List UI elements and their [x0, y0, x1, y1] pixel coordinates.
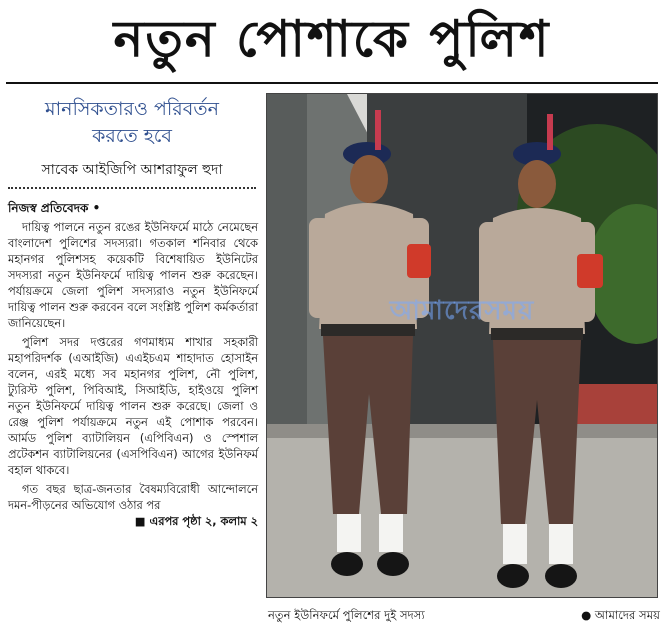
article-paragraph-3 — [8, 481, 258, 528]
article-paragraph-1: দায়িত্ব পালনে নতুন রঙের ইউনিফর্মে মাঠে নেমেছেন বাংলাদেশ পুলিশের সদস্যরা। গতকাল শনিবার থেকে মহানগর পুলিশসহ কয়েকটি বিশেষায়িত ইউনিটের সদস্যরা নতুন ইউনিফর্মে দায়িত্ব পালন শুরু করেছেন। পর্যায়ক্রমে জেলা পুলিশ সদস্যরাও নতুন ইউনিফর্মে দায়িত্ব পালন শুরু করবেন বলে সংশ্লিষ্ট পুলিশ কর্মকর্তারা জানিয়েছেন। — [8, 220, 258, 330]
headline-rule — [6, 82, 658, 84]
article-paragraph-3-text: গত বছর ছাত্র-জনতার বৈষম্যবিরোধী আন্দোলনে দমন-পীড়নের অভিযোগ ওঠার পর — [8, 482, 258, 512]
sub-headline — [8, 96, 256, 150]
sub-headline-line-1: মানসিকতারও পরিবর্তন — [45, 98, 219, 120]
photo-caption: নতুন ইউনিফর্মে পুলিশের দুই সদস্য — [268, 608, 425, 622]
photo-credit: ● আমাদের সময় — [581, 608, 660, 622]
article-body — [8, 200, 258, 529]
byline: সাবেক আইজিপি আশরাফুল হুদা — [41, 162, 223, 178]
watermark: আমাদেরসময় — [389, 296, 535, 326]
reporter-credit: নিজস্ব প্রতিবেদক • — [8, 201, 101, 215]
headline: নতুন পোশাকে পুলিশ — [113, 10, 551, 68]
article-paragraph-2: পুলিশ সদর দপ্তরের গণমাধ্যম শাখার সহকারী মহাপরিদর্শক (এআইজি) এএইচএম শাহাদাত হোসাইন বলেন, এরই মধ্যে সব মহানগর পুলিশ, নৌ পুলিশ, ট্যুরিস্ট পুলিশ, পিবিআই, সিআইডি, হাইওয়ে পুলিশ নতুন ইউনিফর্মে দায়িত্ব পালন শুরু করেছে। জেলা ও রেঞ্জ পুলিশ পর্যায়ক্রমে নতুন এই পোশাক পরবেন। আর্মড পুলিশ ব্যাটালিয়ন (এপিবিএন) ও স্পেশাল প্রটেকশন ব্যাটালিয়নের (এসপিবিএন) আগের ইউনিফর্ম বহাল থাকবে। — [8, 335, 258, 477]
sub-headline-line-2: করতে হবে — [92, 125, 172, 147]
police-officers-illustration — [267, 94, 657, 597]
dotted-divider — [8, 187, 256, 189]
news-photo — [266, 93, 658, 598]
continuation-note[interactable]: ■ এরপর পৃষ্ঠা ২, কলাম ২ — [134, 514, 258, 528]
